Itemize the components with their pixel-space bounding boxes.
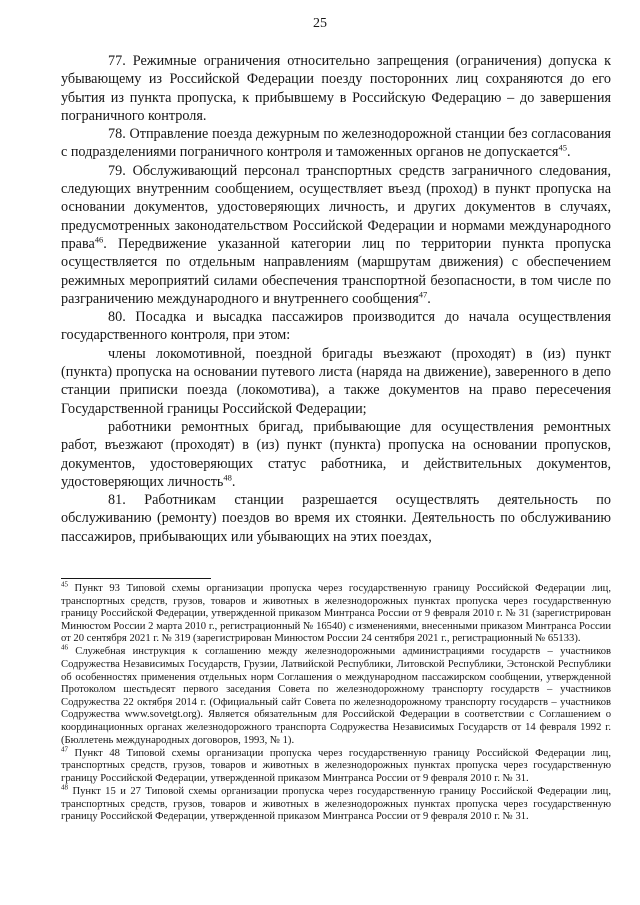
footnotes <box>61 580 611 824</box>
paragraph-79: 79. Обслуживающий персонал транспортных средств заграничного следования, следующих внутренним сообщением, осуществляет въезд (проход) в пункт пропуска на основании документов, удостоверяющих личность, и других документов в случаях, предусмотренных законодательством Российской Федерации и нормами международного права$^{46}$. Передвижение указанной категории лиц по территории пункта пропуска осуществляется по отдельным направлениям (маршрутам движения) с обеспечением режимных мероприятий силами обеспечения транспортной безопасности, в том числе по разграничению международного и внутреннего сообщения$^{47}$. <box>61 162 611 307</box>
body-text <box>61 52 611 546</box>
footnote-45: $^{45}$ Пункт 93 Типовой схемы организации пропуска через государственную границу Российской Федерации лиц, транспортных средств, грузов, товаров и животных в железнодорожных пунктах пропуска через государственную границу Российской Федерации, утвержденной приказом Минтранса России от 9 февраля 2010 г. № 31 (зарегистрирован Минюстом России 2 марта 2010 г., регистрационный № 16540) с изменениями, внесенными приказом Минтранса России от 20 сентября 2021 г. № 319 (зарегистрирован Минюстом России 24 сентября 2021 г., регистрационный № 65133). <box>61 580 611 645</box>
page-number: 25 <box>313 16 327 31</box>
footnote-47: $^{47}$ Пункт 48 Типовой схемы организации пропуска через государственную границу Российской Федерации лиц, транспортных средств, грузов, товаров и животных в железнодорожных пунктах пропуска через государственную границу Российской Федерации, утвержденной приказом Минтранса России от 9 февраля 2010 г. № 31. <box>61 745 611 784</box>
paragraph-77: 77. Режимные ограничения относительно запрещения (ограничения) допуска к убывающему из Российской Федерации поезду посторонних лиц сохраняются до его убытия из пункта пропуска, к прибывшему в Российскую Федерацию – до завершения пограничного контроля. <box>61 53 611 124</box>
footnote-ref-45[interactable]: 45 <box>558 142 567 153</box>
paragraph-81: 81. Работникам станции разрешается осуществлять деятельность по обслуживанию (ремонту) поездов во время их стоянки. Деятельность по обслуживанию пассажиров, прибывающих или убывающих на этих поездах, <box>61 492 611 545</box>
paragraph-80-crew: члены локомотивной, поездной бригады въезжают (проходят) в (из) пункт (пункта) пропуска на основании путевого листа (наряда на движение), заверенного в депо станции приписки поезда (локомотива), а также документов на право пересечения Государственной границы Российской Федерации; <box>61 345 611 417</box>
footnote-ref-48[interactable]: 48 <box>223 472 232 483</box>
paragraph-78: 78. Отправление поезда дежурным по железнодорожной станции без согласования с подразделениями пограничного контроля и таможенных органов не допускается$^{45}$. <box>61 126 611 161</box>
footnote-ref-46[interactable]: 46 <box>94 234 104 245</box>
footnote-48: $^{48}$ Пункт 15 и 27 Типовой схемы организации пропуска через государственную границу Российской Федерации лиц, транспортных средств, грузов, товаров и животных в железнодорожных пунктах пропуска через государственную границу Российской Федерации, утвержденной приказом Минтранса России от 9 февраля 2010 г. № 31. <box>61 783 611 823</box>
footnote-46: $^{46}$ Служебная инструкция к соглашению между железнодорожными администрациями государств – участников Содружества Независимых Государств, Грузии, Латвийской Республики, Литовской Республики, Эстонской Республики об особенностях применения отдельных норм Соглашения о международном пассажирском сообщении, утвержденной Протоколом шестьдесят первого заседания Совета по железнодорожному транспорту государств – участников Содружества 22 октября 2014 г. (Официальный сайт Совета по железнодорожному транспорту государств – участников Содружества www.sovetgt.org). Является обязательным для Российской Федерации в соответствии с Соглашением о координационных органах железнодорожного транспорта Содружества Независимых Государств от 14 февраля 1992 г. (Бюллетень международных договоров, 1993, № 1). <box>61 643 611 746</box>
paragraph-80-repair: работники ремонтных бригад, прибывающие для осуществления ремонтных работ, въезжают (проходят) в (из) пункт (пункта) пропуска на основании пропусков, документов, удостоверяющих статус работника, и действительных документов, удостоверяющих личность$^{48}$. <box>61 418 611 490</box>
footnote-ref-47[interactable]: 47 <box>418 289 428 300</box>
footnote-separator <box>61 578 211 579</box>
paragraph-80: 80. Посадка и высадка пассажиров производится до начала осуществления государственного контроля, при этом: <box>61 309 611 344</box>
